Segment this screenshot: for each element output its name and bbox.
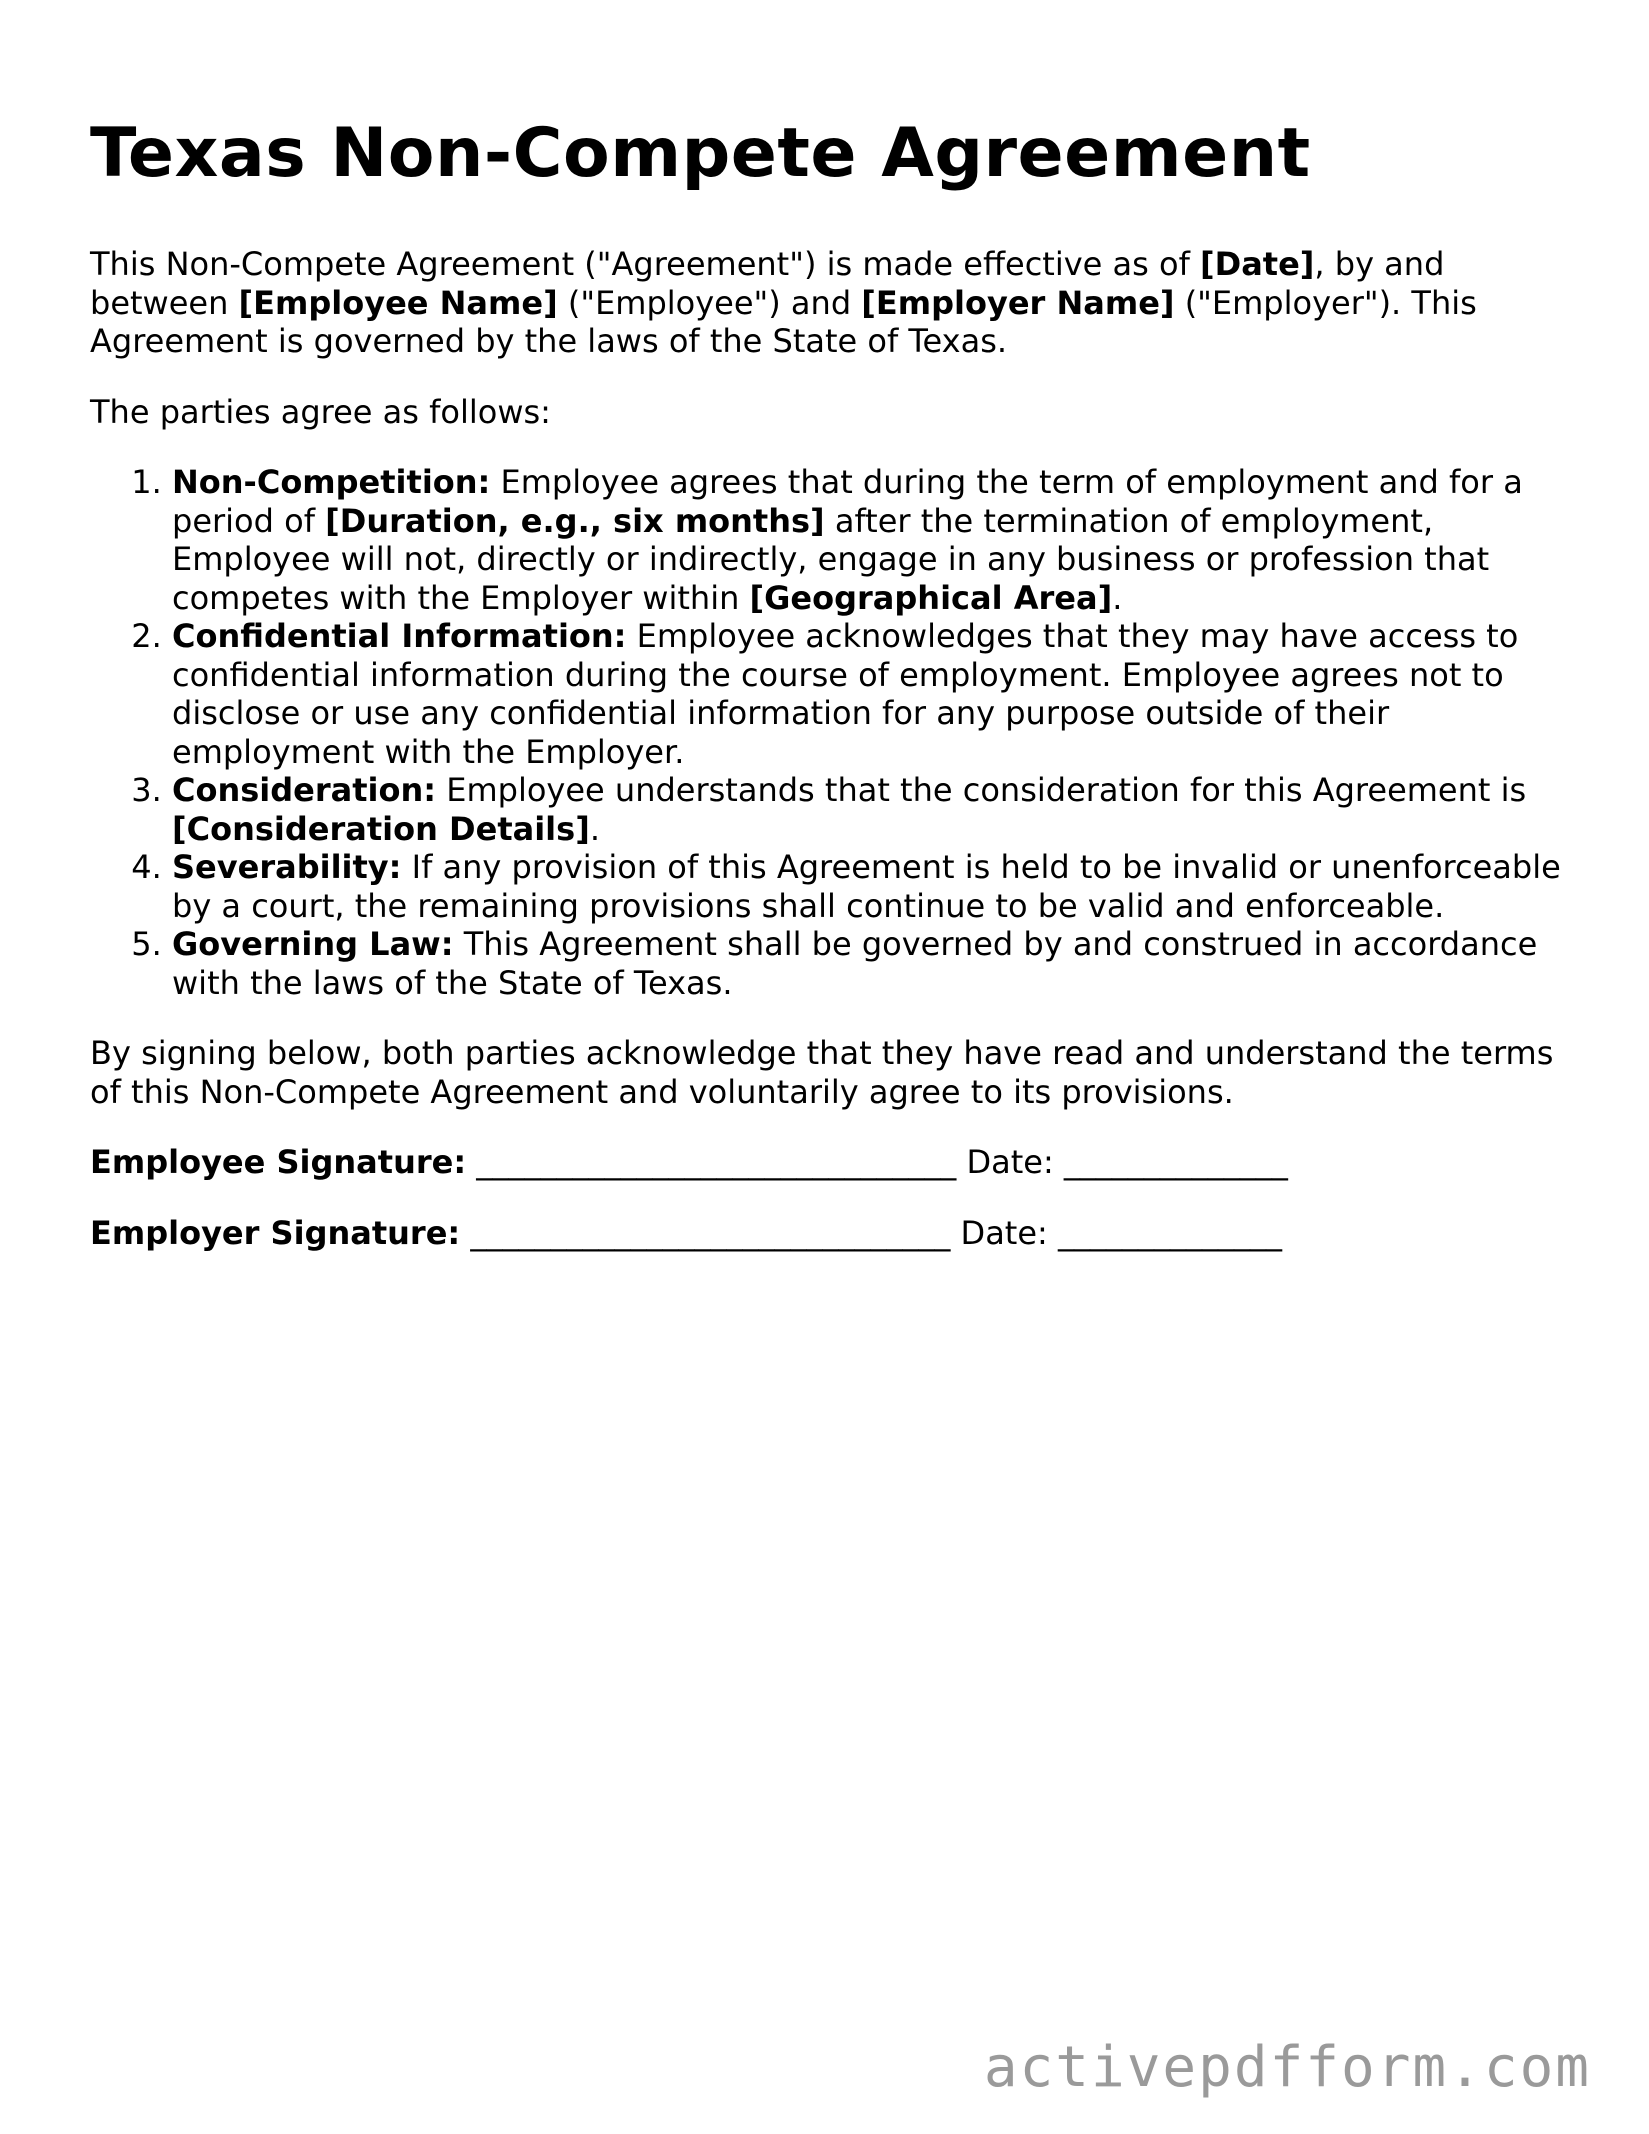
geographical-area-placeholder: [Geographical Area]	[749, 578, 1113, 617]
clause-heading: Confidential Information:	[172, 617, 627, 655]
clause-text: This Agreement shall be governed by and construed in accordance with the laws of the State of Texas.	[172, 925, 1538, 1002]
intro-text-3: ("Employee") and	[557, 283, 862, 322]
clause-text: after the termination of employment, Employee will not, directly or indirectly, engage in any business or profession that competes with the Employer within	[172, 501, 1490, 617]
closing-paragraph: By signing below, both parties acknowledge that they have read and understand the terms of this Non-Compete Agreement and voluntarily agree to its provisions.	[90, 1034, 1554, 1111]
employee-signature-label: Employee Signature:	[90, 1143, 467, 1181]
employee-signature-field[interactable]: ______________________________	[476, 1143, 957, 1181]
employee-date-label: Date:	[966, 1143, 1054, 1181]
employer-signature-label: Employer Signature:	[90, 1213, 461, 1252]
date-placeholder: [Date]	[1200, 245, 1315, 283]
document-page	[90, 110, 1570, 1252]
clause-list	[90, 463, 1570, 1002]
employer-date-field[interactable]: ______________	[1057, 1213, 1282, 1252]
clause-heading: Governing Law:	[172, 925, 454, 963]
watermark: activepdfform.com	[983, 2035, 1591, 2100]
document-title: Texas Non-Compete Agreement	[90, 114, 1311, 193]
clause-consideration	[172, 771, 1570, 848]
clause-confidential-information	[172, 617, 1570, 771]
clause-text: .	[1112, 578, 1123, 617]
employer-signature-field[interactable]: ______________________________	[470, 1213, 951, 1252]
intro-text-1: This Non-Compete Agreement ("Agreement") is made effective as of	[90, 245, 1200, 283]
employer-date-label: Date:	[960, 1213, 1048, 1252]
clause-text: Employee acknowledges that they may have access to confidential information during the course of employment. Employee agrees not to disclose or use any confidential information for any purpose outside of their employment with the Employer.	[172, 617, 1519, 771]
clause-text: .	[589, 809, 600, 848]
intro-text-2: , by and between	[90, 245, 1445, 322]
clause-non-competition	[172, 463, 1570, 617]
employee-signature-row	[90, 1143, 1570, 1182]
clause-governing-law	[172, 925, 1570, 1002]
intro-paragraph	[90, 245, 1570, 361]
clause-heading: Non-Competition:	[172, 463, 491, 501]
clause-heading: Consideration:	[172, 771, 437, 809]
duration-placeholder: [Duration, e.g., six months]	[325, 501, 825, 540]
lead-paragraph: The parties agree as follows:	[90, 392, 551, 431]
clause-heading: Severability:	[172, 848, 402, 886]
employee-name-placeholder: [Employee Name]	[238, 283, 558, 322]
employer-name-placeholder: [Employer Name]	[861, 283, 1175, 322]
document-body	[90, 245, 1570, 1252]
clause-text: If any provision of this Agreement is held to be invalid or unenforceable by a court, the remaining provisions shall continue to be valid and enforceable.	[172, 848, 1561, 925]
intro-text-4: ("Employer"). This Agreement is governed by the laws of the State of Texas.	[90, 283, 1477, 360]
consideration-placeholder: [Consideration Details]	[172, 809, 590, 848]
employee-date-field[interactable]: ______________	[1063, 1143, 1288, 1181]
clause-text: Employee understands that the consideration for this Agreement is	[436, 771, 1527, 809]
clause-severability	[172, 848, 1570, 925]
clause-text: Employee agrees that during the term of employment and for a period of	[172, 463, 1523, 540]
employer-signature-row	[90, 1214, 1570, 1253]
